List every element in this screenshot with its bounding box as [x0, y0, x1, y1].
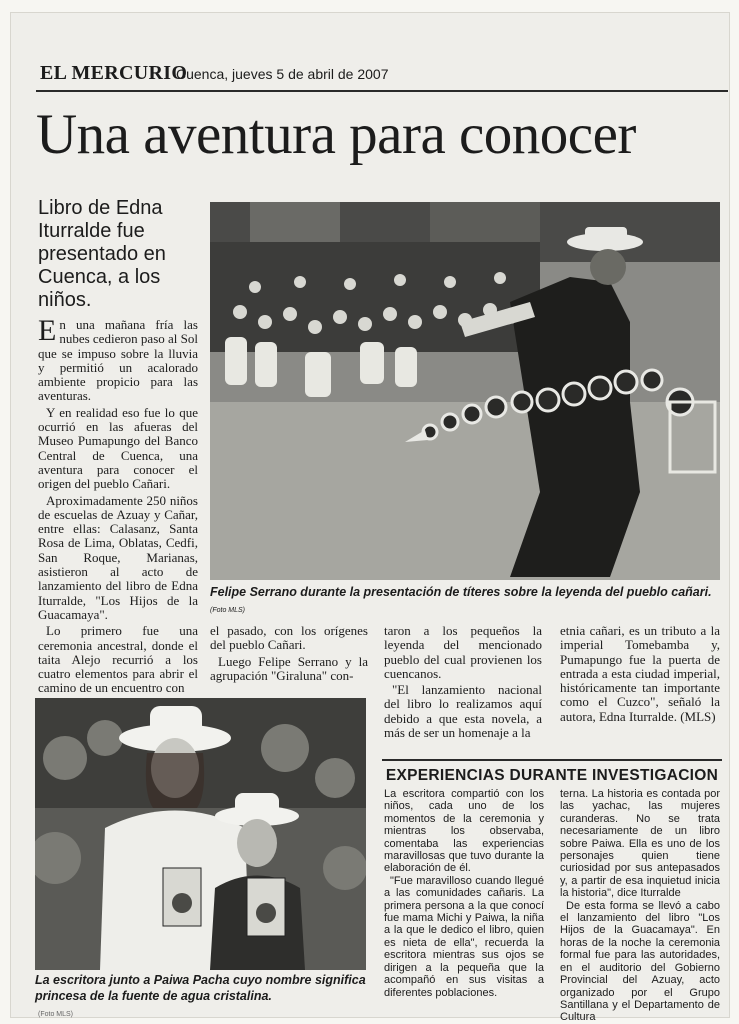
- paragraph: el pasado, con los orígenes del pueblo Cañari.: [210, 623, 368, 653]
- paragraph: [38, 314, 198, 404]
- article-column-4: [560, 624, 720, 726]
- photo-caption-second: La escritora junto a Paiwa Pacha cuyo nombre significa princesa de la fuente de agua cristalina.: [35, 973, 366, 1003]
- paragraph: Lo primero fue una ceremonia ancestral, donde el taita Alejo recurrió a los cuatro elementos para abrir el camino de un encuentro con: [38, 623, 198, 696]
- paragraph: Luego Felipe Serrano y la agrupación "Giraluna" con-: [210, 653, 368, 683]
- photo-caption-main: [210, 584, 720, 619]
- photo-author-child: [35, 698, 366, 970]
- headline: Una aventura para conocer: [36, 103, 636, 166]
- paragraph: La escritora compartió con los niños, cada uno de los momentos de la ceremonia y mientras los observaba, comentaba las experiencias maravillosas que tuvo durante la elaboración de él.: [384, 788, 544, 875]
- paragraph: taron a los pequeños la leyenda del mencionado pueblo del cual provienen los cuencanos.: [384, 623, 542, 681]
- deck-subheading: Libro de Edna Iturralde fue presentado en Cuenca, a los niños.: [38, 197, 166, 311]
- newspaper-name: EL MERCURIO: [40, 62, 188, 84]
- sidebar-column-left: [384, 788, 544, 999]
- article-column-2: [210, 624, 368, 685]
- paragraph: "El lanzamiento nacional del libro lo realizamos aquí debido a que esta novela, a más de ser un homenaje a la: [384, 682, 542, 741]
- paragraph: "Fue maravilloso cuando llegué a las comunidades cañaris. La primera persona a la que conocí fue mama Michi y Paiwa, la niña a la que le dedico el libro, quien es nieta de ella", recuerda la escritora mientras sus ojos se dirigen a la pequeña que la acompañó en sus visitas a diferentes poblaciones.: [384, 874, 544, 999]
- paragraph: terna. La historia es contada por las yachac, las mujeres curanderas. No se trata necesariamente de un libro sobre Paiwa. Ella es uno de los personajes quien tiene curiosidad por sus antepasados y, a partir de esa inquietud inicia la historia", dice Iturralde: [560, 788, 720, 900]
- paragraph: etnia cañari, es un tributo a la imperial Tomebamba y, Pumapungo fue la puerta de entrada a esta ciudad imperial, históricamente tan importante como el Cuzco", señaló la autora, Edna Iturralde. (MLS): [560, 623, 720, 724]
- photo-puppet-show: [210, 202, 720, 580]
- photo-credit-second: (Foto MLS): [38, 1011, 74, 1018]
- article-column-3: [384, 624, 542, 742]
- masthead-rule: [36, 90, 728, 92]
- dropcap: E: [38, 314, 57, 347]
- article-column-1: [38, 314, 198, 698]
- dateline: Cuenca, jueves 5 de abril de 2007: [176, 66, 389, 82]
- paragraph: Y en realidad eso fue lo que ocurrió en las afueras del Museo Pumapungo del Banco Central de Cuenca, una aventura para conocer el origen del pueblo Cañari.: [38, 404, 198, 492]
- photo-credit: (Foto MLS): [210, 607, 246, 614]
- sidebar-box-title: EXPERIENCIAS DURANTE INVESTIGACION: [382, 759, 722, 785]
- sidebar-column-right: [560, 788, 720, 1024]
- paragraph-text: n una mañana fría las nubes cedieron paso al Sol que se impuso sobre la lluvia y permitió un acalorado ambiente propicio para las aventuras.: [38, 317, 198, 404]
- caption-text: Felipe Serrano durante la presentación de títeres sobre la leyenda del pueblo cañari.: [210, 585, 712, 599]
- paragraph: Aproximadamente 250 niños de escuelas de Azuay y Cañar, entre ellas: Calasanz, Santa Rosa de Lima, Oblatas, Cedfi, San Roque, Marianas, asistieron al acto de lanzamiento del libro de Edna Iturralde, "Los Hijos de la Guacamaya".: [38, 492, 198, 622]
- paragraph: De esta forma se llevó a cabo el lanzamiento del libro "Los Hijos de la Guacamaya". En horas de la noche la ceremonia formal fue para las autoridades, en el auditorio del Gobierno Provincial del Azuay, acto organizado por el Grupo Santillana y el Departamento de Cultura: [560, 899, 720, 1024]
